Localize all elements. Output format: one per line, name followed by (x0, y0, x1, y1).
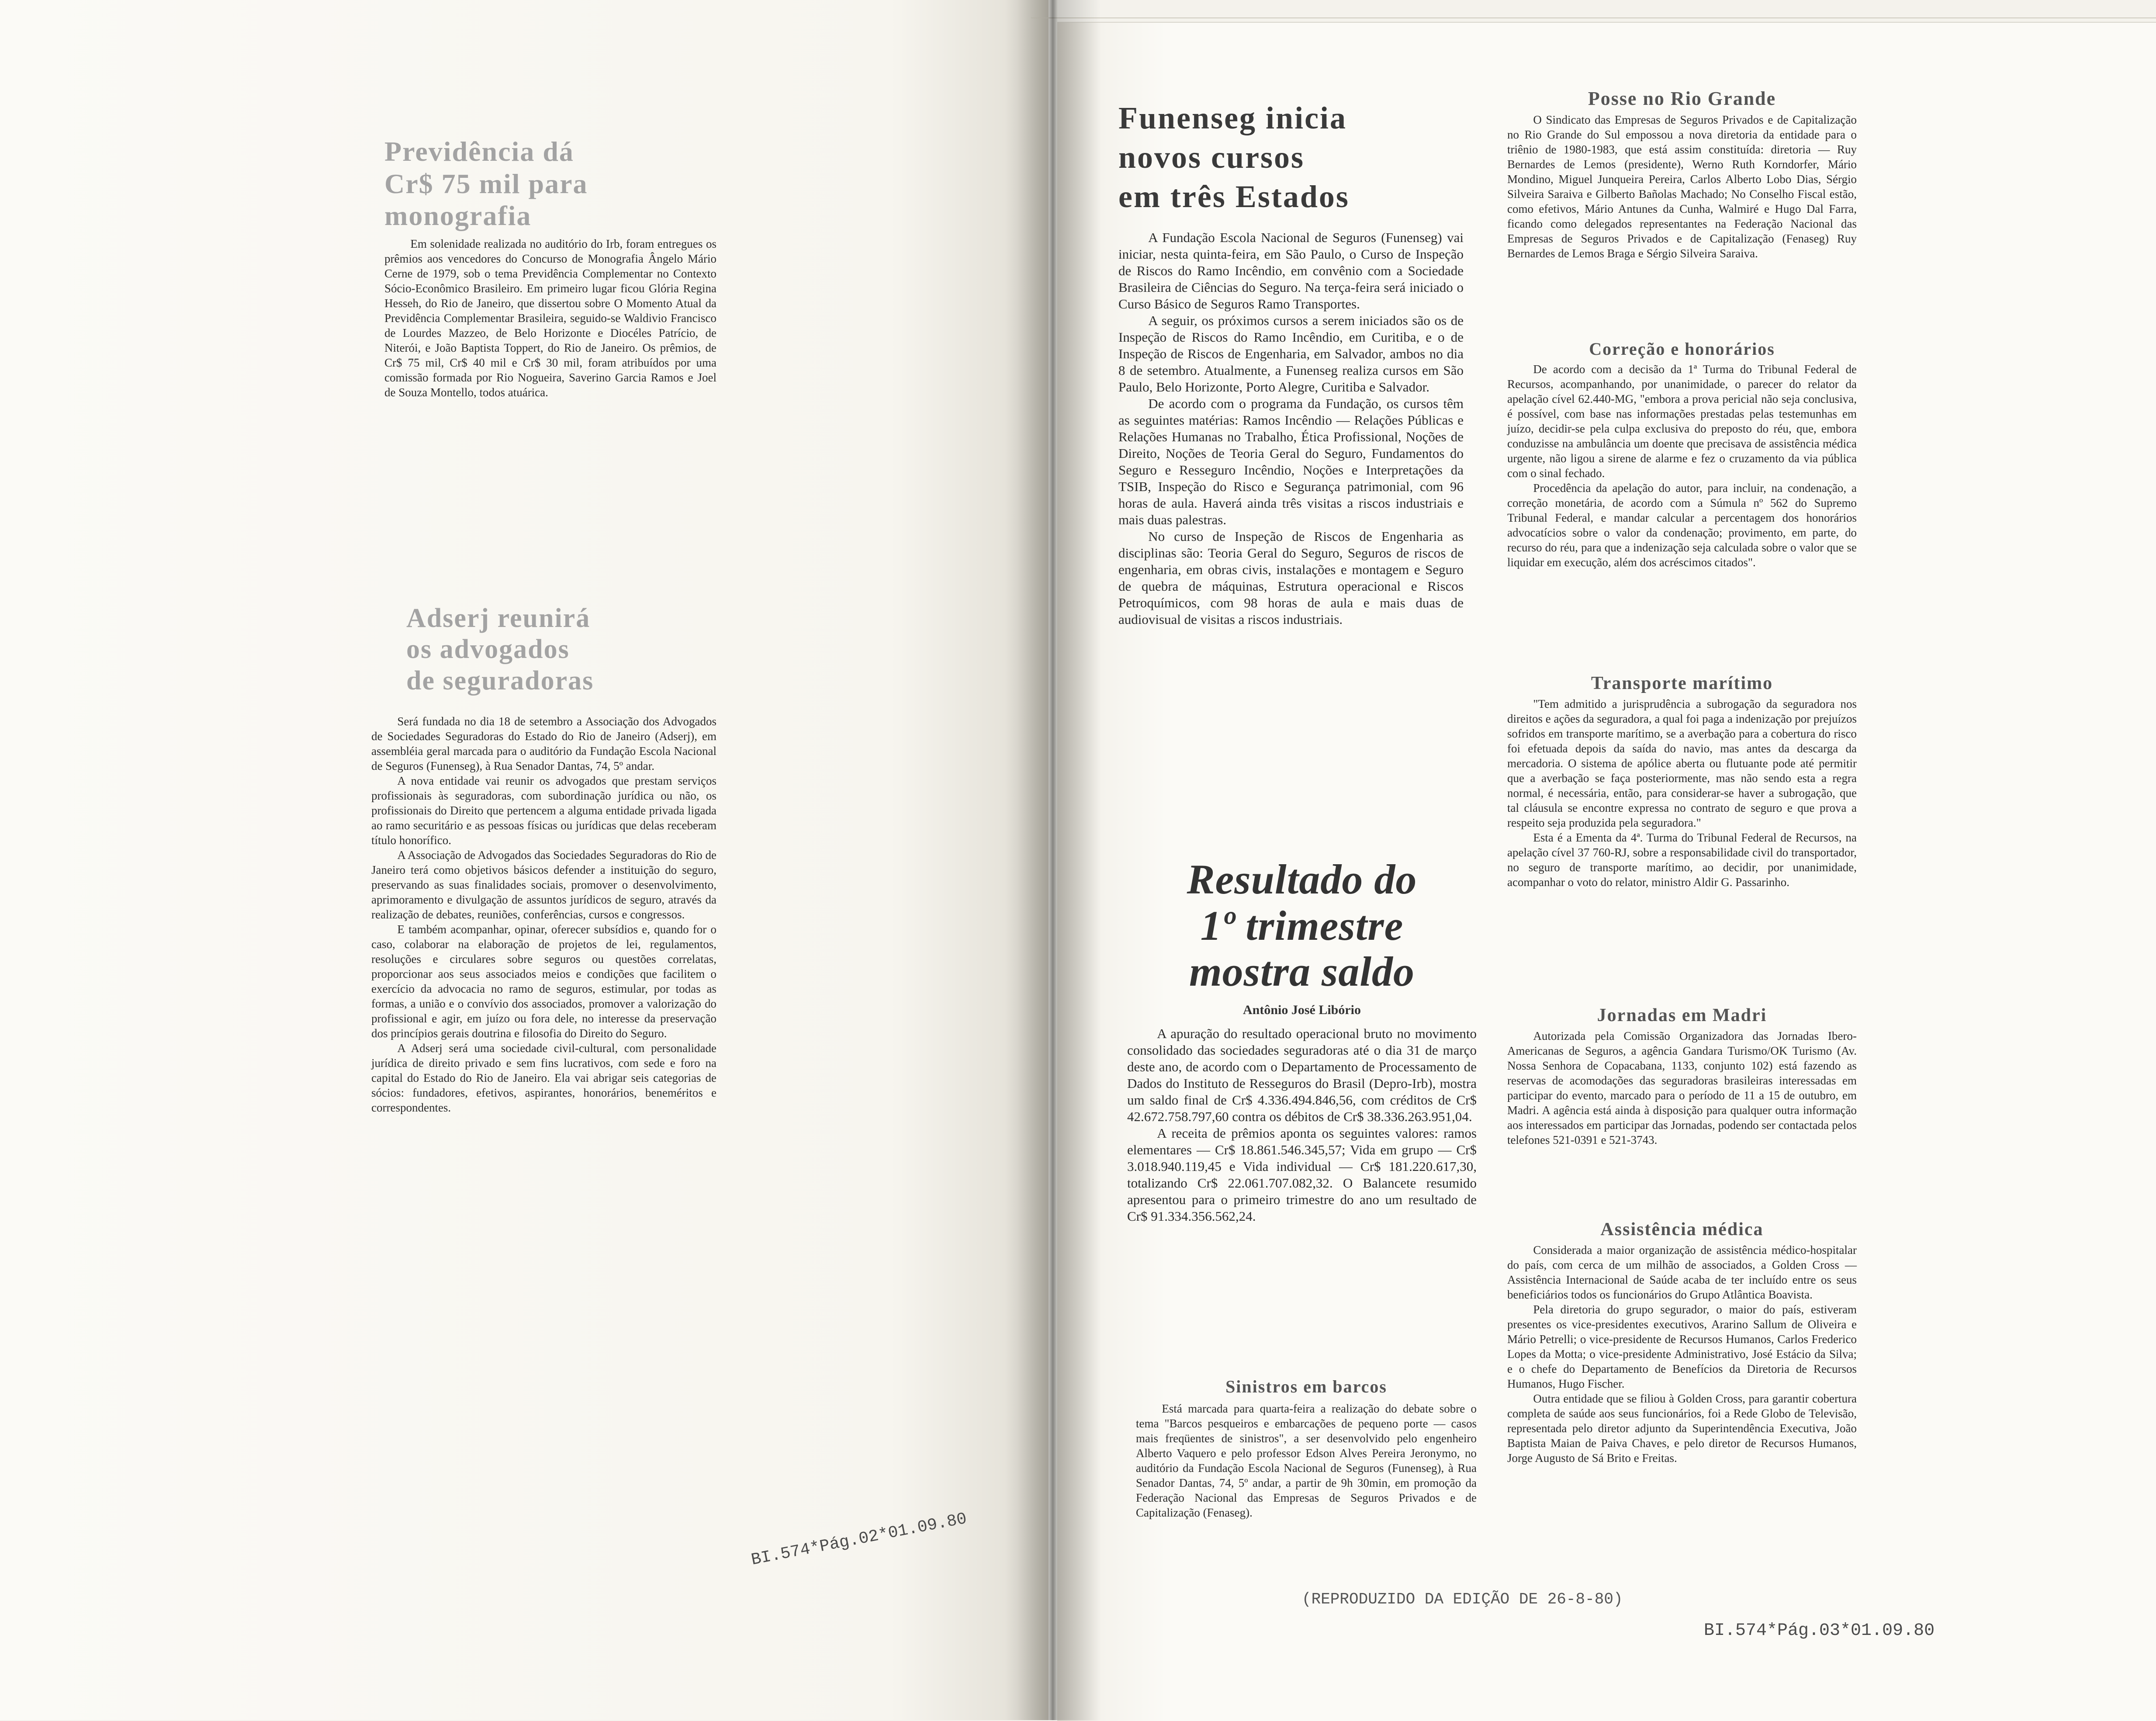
reproduction-note: (REPRODUZIDO DA EDIÇÃO DE 26-8-80) (1302, 1590, 1623, 1608)
paragraph: Será fundada no dia 18 de setembro a Associação dos Advogados de Sociedades Seguradoras do Estado do Rio de Janeiro (Adserj), em assembléia geral marcada para o auditório da Fundação Escola Nacional de Seguros (Funenseg), à Rua Senador Dantas, 74, 5º andar. (371, 714, 716, 772)
article-correcao (1507, 339, 1857, 570)
paragraph: Considerada a maior organização de assistência médico-hospitalar do país, com cerca de um milhão de associados, a Golden Cross — Assistência Internacional de Saúde acaba de ter incluído entre os seus beneficiários todos os funcionários do Grupo Atlântica Boavista. (1507, 1243, 1857, 1301)
article-body (1507, 362, 1857, 570)
paragraph: O Sindicato das Empresas de Seguros Privados e de Capitalização no Rio Grande do Sul empossou a nova diretoria da entidade para o triênio de 1980-1983, que está assim constituída: diretoria — Ruy Bernardes de Lemos (presidente), Werno Ruth Korndorfer, Mário Mondino, Miguel Junqueira Pereira, Carlos Alberto Lobo Dias, Sérgio Silveira Saraiva e Gilberto Bañolas Machado; No Conselho Fiscal estão, como efetivos, Mário Antunes da Cunha, Walmiré e Hugo Dal Farra, ficando como delegados representantes na Federação Nacional das Empresas de Seguros Privados e de Capitalização (Fenaseg) Ruy Bernardes de Lemos Braga e Sérgio Silveira Saraiva. (1507, 113, 1857, 260)
paragraph: Pela diretoria do grupo segurador, o maior do país, estiveram presentes os vice-presidentes executivos, Ararino Sallum de Oliveira e Mário Petrelli; o vice-presidente de Recursos Humanos, Carlos Frederico Lopes da Motta; o vice-presidente Administrativo, José Estácio da Silva; e o chefe do Departamento de Benefícios da Diretoria de Recursos Humanos, Hugo Fischer. (1507, 1303, 1857, 1390)
paragraph: Autorizada pela Comissão Organizadora das Jornadas Ibero-Americanas de Seguros, a agência Gandara Turismo/OK Turismo (Av. Nossa Senhora de Copacabana, 1133, conjunto 102) está fazendo as reservas de acomodações das seguradoras brasileiras interessadas em participar do evento, marcado para o período de 11 a 15 de outubro, em Madri. A agência está ainda à disposição para qualquer outra informação aos interessados em participar das Jornadas, podendo ser contactada pelos telefones 521-0391 e 521-3743. (1507, 1029, 1857, 1146)
paragraph: A Adserj será uma sociedade civil-cultural, com personalidade jurídica de direito privado e sem fins lucrativos, com sede e foro na capital do Estado do Rio de Janeiro. Ela vai abrigar seis categorias de sócios: fundadores, efetivos, aspirantes, honorários, beneméritos e correspondentes. (371, 1041, 716, 1114)
headline-line: novos cursos (1118, 140, 1305, 175)
headline-line: Adserj reunirá (406, 603, 591, 633)
paragraph: De acordo com a decisão da 1ª Turma do Tribunal Federal de Recursos, acompanhando, por unanimidade, o parecer do relator da apelação cível 62.440-MG, "embora a prova pericial não seja conclusiva, é possível, com base nas informações prestadas pelas testemunhas em juízo, decidir-se pela culpa exclusiva do preposto do réu, que, embora conduzisse na ambulância um doente que precisava de assistência médica urgente, não ligou a sirene de alarme e fez o cruzamento da via pública com o sinal fechado. (1507, 363, 1857, 480)
article-sinistros (1136, 1376, 1477, 1520)
paragraph: A Associação de Advogados das Sociedades Seguradoras do Rio de Janeiro terá como objetivos básicos defender a instituição do seguro, preservando as suas finalidades sociais, promover o desenvolvimento, aprimoramento e divulgação de assuntos jurídicos de seguro, através da realização de debates, reuniões, conferências, cursos e congressos. (371, 848, 716, 921)
article-headline (384, 135, 716, 232)
article-posse (1507, 87, 1857, 261)
article-body (1507, 1028, 1857, 1147)
headline-line: os advogados (406, 634, 570, 665)
article-headline: Posse no Rio Grande (1588, 88, 1776, 109)
paragraph: A nova entidade vai reunir os advogados que prestam serviços profissionais às seguradoras, com subordinação jurídica ou não, os profissionais do Direito que pertencem a alguma entidade privada ligada ao ramo securitário e as pessoas físicas ou jurídicas que delas receberam título honorífico. (371, 774, 716, 847)
article-resultado (1127, 856, 1477, 1225)
paragraph: E também acompanhar, opinar, oferecer subsídios e, quando for o caso, colaborar na elaboração de projetos de lei, regulamentos, resoluções e circulares sobre seguros ou questões correlatas, proporcionar aos seus associados meios e condições que facilitem o exercício da advocacia no ramo de seguros, estimular, por todas as formas, a união e o convívio dos associados, promover a valorização do profissional e agir, em juízo ou fora dele, no interesse da preservação dos princípios gerais doutrina e filosofia do Direito do Seguro. (371, 922, 716, 1040)
paragraph: Outra entidade que se filiou à Golden Cross, para garantir cobertura completa de saúde aos seus funcionários, foi a Rede Globo de Televisão, representada pelo diretor adjunto da Superintendência Executiva, João Baptista Maian de Paiva Chaves, e pelo diretor de Recursos Humanos, Jorge Augusto de Sá Brito e Freitas. (1507, 1392, 1857, 1465)
article-body (1127, 1025, 1477, 1225)
paragraph: A Fundação Escola Nacional de Seguros (Funenseg) vai iniciar, nesta quinta-feira, em São Paulo, o Curso de Inspeção de Riscos do Ramo Incêndio, em convênio com a Sociedade Brasileira de Ciências do Seguro. Na terça-feira será iniciado o Curso Básico de Seguros Ramo Transportes. (1118, 230, 1464, 312)
article-headline (1127, 856, 1477, 995)
article-body (384, 236, 716, 400)
headline-line: Resultado do (1187, 856, 1417, 903)
page-stamp-left: BI.574*Pág.02*01.09.80 (749, 1509, 969, 1570)
headline-line: Funenseg inicia (1118, 100, 1347, 135)
article-body (1507, 696, 1857, 890)
paragraph: A apuração do resultado operacional bruto no movimento consolidado das sociedades seguradoras até o dia 31 de março deste ano, de acordo com o Departamento de Processamento de Dados do Instituto de Resseguros do Brasil (Depro-Irb), mostra um saldo final de Cr$ 4.336.494.846,56, com créditos de Cr$ 42.672.758.797,60 contra os débitos de Cr$ 38.336.263.951,04. (1127, 1025, 1477, 1124)
article-funenseg (1118, 98, 1464, 628)
article-body (371, 714, 716, 1115)
headline-line: de seguradoras (406, 665, 594, 696)
article-body (1507, 1243, 1857, 1465)
article-previdencia (384, 135, 716, 400)
article-headline: Assistência médica (1600, 1219, 1764, 1240)
article-headline (1118, 98, 1464, 216)
article-headline: Transporte marítimo (1591, 673, 1773, 693)
headline-line: monografia (384, 200, 532, 232)
article-headline: Jornadas em Madri (1597, 1005, 1767, 1025)
paragraph: Esta é a Ementa da 4ª. Turma do Tribunal Federal de Recursos, na apelação cível 37 760-RJ, sobre a responsabilidade civil do transportador, no seguro de transporte marítimo, ao decidir, por unanimidade, acompanhar o voto do relator, ministro Aldir G. Passarinho. (1507, 831, 1857, 889)
paragraph: "Tem admitido a jurisprudência a subrogação da seguradora nos direitos e ações da seguradora, a qual foi paga a indenização por prejuízos sofridos em transporte marítimo, se a averbação para a cobertura do risco foi efetuada depois da saída do navio, mas antes da descarga da mercadoria. O sistema de apólice aberta ou flutuante pode até permitir que a averbação se faça posteriormente, mas não sendo esta a regra normal, é necessária, então, para considerar-se haver a subrogação, que tal cláusula se encontre expressa no contrato de seguro e que prova a respeito seja produzida pela seguradora." (1507, 697, 1857, 829)
paragraph: A receita de prêmios aponta os seguintes valores: ramos elementares — Cr$ 18.861.546.345,57; Vida em grupo — Cr$ 3.018.940.119,45 e Vida individual — Cr$ 181.220.617,30, totalizando Cr$ 22.061.707.082,32. O Balancete resumido apresentou para o primeiro trimestre do ano um resultado de Cr$ 91.334.356.562,24. (1127, 1125, 1477, 1224)
article-headline: Correção e honorários (1589, 339, 1775, 359)
headline-line: Cr$ 75 mil para (384, 168, 588, 199)
paragraph: No curso de Inspeção de Riscos de Engenharia as disciplinas são: Teoria Geral do Seguro, Seguros de riscos de engenharia, em obras civis, instalações e montagem e Seguro de quebra de máquinas, Estrutura operacional e Riscos Petroquímicos, com 98 horas de aula e mais duas de audiovisual de visitas a riscos industriais. (1118, 529, 1464, 627)
byline: Antônio José Libório (1242, 1002, 1361, 1017)
paragraph: De acordo com o programa da Fundação, os cursos têm as seguintes matérias: Ramos Incêndio — Relações Públicas e Relações Humanas no Trabalho, Ética Profissional, Noções de Direito, Noções de Teoria Geral do Seguro, Fundamentos do Seguro e Resseguro Incêndio, Noções e Interpretações da TSIB, Inspeção do Risco e Segurança patrimonial, com 96 horas de aula. Haverá ainda três visitas a riscos industriais e mais duas palestras. (1118, 396, 1464, 527)
article-assistencia (1507, 1219, 1857, 1465)
paragraph: Em solenidade realizada no auditório do Irb, foram entregues os prêmios aos vencedores do Concurso de Monografia Ângelo Mário Cerne de 1979, sob o tema Previdência Complementar no Contexto Sócio-Econômico Brasileiro. Em primeiro lugar ficou Glória Regina Hesseh, do Rio de Janeiro, que dissertou sobre O Momento Atual da Previdência Complementar Brasileira, seguido-se Waldivio Francisco de Lourdes Mazzeo, de Belo Horizonte e Diocéles Patrício, de Niterói, e João Baptista Toppert, do Rio de Janeiro. Os prêmios, de Cr$ 75 mil, Cr$ 40 mil e Cr$ 30 mil, foram atribuídos por uma comissão formada por Rio Nogueira, Saverino Garcia Ramos e Joel de Souza Montello, todos atuárica. (384, 237, 716, 399)
article-adserj (371, 603, 716, 1115)
paragraph: Procedência da apelação do autor, para incluir, na condenação, a correção monetária, de acordo com a Súmula nº 562 do Supremo Tribunal Federal, e mandar calcular a percentagem dos honorários advocatícios sobre o valor da condenação; provimento, em parte, do recurso do réu, para que a indenização seja calculada sobre o valor que se liquidar em execução, além dos acréscimos citados". (1507, 481, 1857, 569)
article-body (1136, 1401, 1477, 1520)
article-headline: Sinistros em barcos (1225, 1377, 1387, 1396)
headline-line: em três Estados (1118, 179, 1350, 214)
paragraph: A seguir, os próximos cursos a serem iniciados são os de Inspeção de Riscos do Ramo Incêndio, em Curitiba, e o de Inspeção de Riscos de Engenharia, em Salvador, ambos no dia 8 de setembro. Atualmente, a Funenseg realiza cursos em São Paulo, Belo Horizonte, Porto Alegre, Curitiba e Salvador. (1118, 313, 1464, 395)
page-stamp-right: BI.574*Pág.03*01.09.80 (1704, 1621, 1935, 1641)
article-body (1118, 229, 1464, 628)
headline-line: 1º trimestre (1200, 902, 1404, 949)
paragraph: Está marcada para quarta-feira a realização do debate sobre o tema "Barcos pesqueiros e embarcações de pequeno porte — casos mais freqüentes de sinistros", a ser desenvolvido pelo engenheiro Alberto Vaquero e pelo professor Edson Alves Pereira Jeronymo, no auditório da Fundação Escola Nacional de Seguros (Funenseg), à Rua Senador Dantas, 74, 5º andar, a partir de 9h 30min, em promoção da Federação Nacional das Empresas de Seguros Privados e de Capitalização (Fenaseg). (1136, 1402, 1477, 1519)
page-edge (1031, 17, 2156, 18)
article-headline (406, 603, 716, 696)
headline-line: Previdência dá (384, 136, 574, 167)
article-transporte (1507, 673, 1857, 890)
book-gutter (1005, 0, 1101, 1720)
headline-line: mostra saldo (1189, 948, 1415, 995)
article-jornadas (1507, 1005, 1857, 1147)
article-body (1507, 112, 1857, 261)
